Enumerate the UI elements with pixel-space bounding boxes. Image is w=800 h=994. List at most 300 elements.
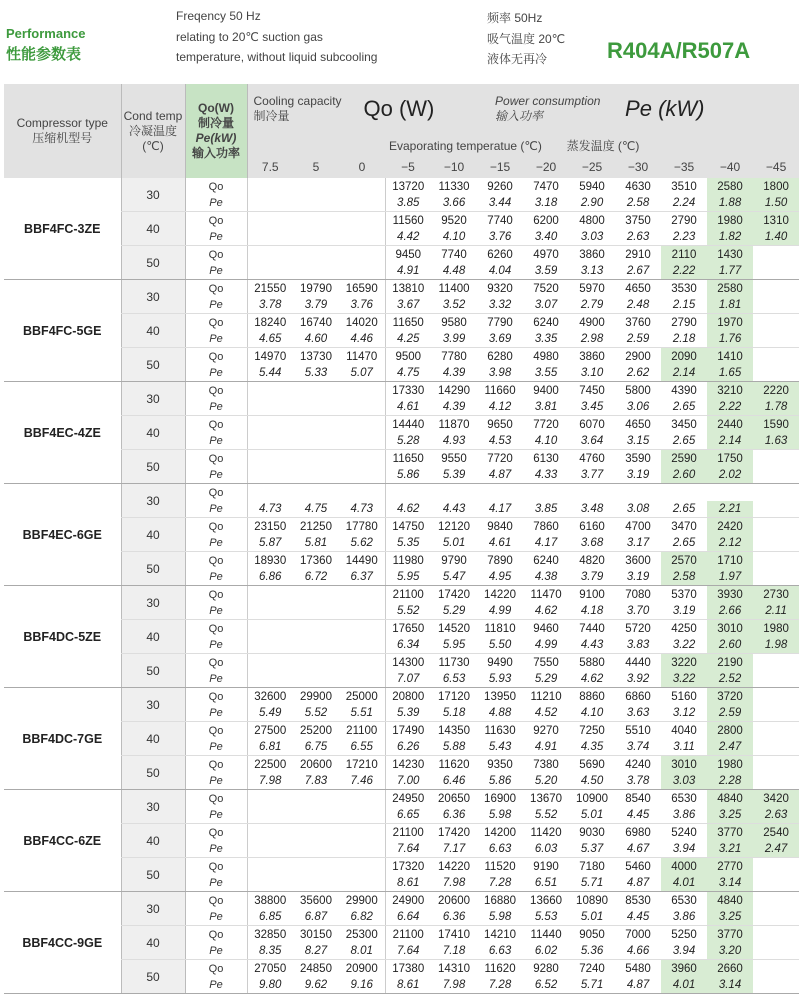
qo-value xyxy=(293,586,339,604)
qo-value: 7740 xyxy=(441,248,467,261)
pe-value: 2.15 xyxy=(661,297,707,314)
pe-value: 3.59 xyxy=(523,263,569,280)
pe-value: 2.24 xyxy=(661,195,707,212)
pe-value: 4.35 xyxy=(569,739,615,756)
pe-value: 7.46 xyxy=(339,773,385,790)
qo-value: 11660 xyxy=(484,384,516,397)
pe-value: 5.95 xyxy=(385,569,431,586)
condition-zh-3: 液体无再冷 xyxy=(487,52,548,66)
qo-value: 9460 xyxy=(533,622,559,635)
qo-value: 2790 xyxy=(671,214,697,227)
qo-value: 9320 xyxy=(487,282,513,295)
qo-value xyxy=(753,892,799,910)
qo-value: 6260 xyxy=(487,248,513,261)
qo-value: 3860 xyxy=(579,350,605,363)
qo-value: 9490 xyxy=(487,656,513,669)
qo-value: 7440 xyxy=(579,622,605,635)
qo-value: 1590 xyxy=(753,416,799,434)
pe-value: 1.88 xyxy=(707,195,753,212)
qo-row-label: Qo xyxy=(185,484,247,502)
qo-value: 6070 xyxy=(579,418,605,431)
qo-value: 3960 xyxy=(661,960,707,978)
evap-temp-1: 5 xyxy=(293,156,339,178)
qo-value: 5370 xyxy=(671,588,697,601)
pe-value: 4.87 xyxy=(615,875,661,892)
pe-value: 7.98 xyxy=(431,977,477,994)
pe-value: 4.45 xyxy=(615,807,661,824)
qo-value: 20600 xyxy=(438,894,471,907)
pe-value xyxy=(753,569,799,586)
qo-value xyxy=(247,654,293,672)
qo-value: 3770 xyxy=(707,824,753,842)
evap-temp-zh: 蒸发温度 (℃) xyxy=(566,138,640,153)
pe-value: 7.28 xyxy=(477,875,523,892)
pe-value xyxy=(753,501,799,518)
qo-value: 2590 xyxy=(661,450,707,468)
pe-value: 6.64 xyxy=(385,909,431,926)
pe-value: 2.65 xyxy=(661,399,707,416)
cond-temp-value: 40 xyxy=(121,722,185,756)
qo-value xyxy=(753,926,799,944)
qo-unit-big: Qo (W) xyxy=(363,96,435,121)
pe-value xyxy=(339,263,385,280)
pe-value: 7.64 xyxy=(385,943,431,960)
pe-value: 4.99 xyxy=(477,603,523,620)
qo-value: 7720 xyxy=(487,452,513,465)
qo-value: 20800 xyxy=(385,688,431,706)
qo-value xyxy=(753,348,799,366)
qo-value: 1410 xyxy=(707,348,753,366)
pe-value: 5.87 xyxy=(247,535,293,552)
qo-value xyxy=(247,382,293,400)
qo-row-label: Qo xyxy=(185,960,247,978)
qo-value: 17320 xyxy=(385,858,431,876)
cooling-capacity-zh: 制冷量 xyxy=(253,109,290,123)
pe-row-label: Pe xyxy=(185,331,247,348)
pe-value: 3.25 xyxy=(707,807,753,824)
qo-value: 14440 xyxy=(385,416,431,434)
pe-value xyxy=(753,365,799,382)
pe-value: 4.25 xyxy=(385,331,431,348)
qo-value: 4840 xyxy=(707,790,753,808)
qo-value: 2580 xyxy=(707,178,753,195)
pe-value: 3.21 xyxy=(707,841,753,858)
pe-row-label: Pe xyxy=(185,263,247,280)
qo-value: 29900 xyxy=(300,690,332,703)
pe-value: 2.65 xyxy=(661,433,707,450)
pe-value: 2.66 xyxy=(707,603,753,620)
pe-value: 2.23 xyxy=(661,229,707,246)
pe-row-label: Pe xyxy=(185,229,247,246)
condition-zh-1: 频率 50Hz xyxy=(487,11,543,25)
table-row xyxy=(4,518,799,536)
qo-value: 6280 xyxy=(487,350,513,363)
pe-value: 2.79 xyxy=(569,297,615,314)
qo-value: 13810 xyxy=(385,280,431,298)
pe-value xyxy=(753,671,799,688)
pe-value: 3.22 xyxy=(661,671,707,688)
power-consumption-header xyxy=(477,84,799,134)
qo-value: 20600 xyxy=(300,758,332,771)
qo-row-label: Qo xyxy=(185,212,247,230)
pe-value: 3.94 xyxy=(661,841,707,858)
pe-value xyxy=(339,875,385,892)
pe-value: 2.98 xyxy=(569,331,615,348)
qo-row-label: Qo xyxy=(185,314,247,332)
qo-value: 7080 xyxy=(625,588,651,601)
qo-value: 6530 xyxy=(671,894,697,907)
pe-value: 6.51 xyxy=(523,875,569,892)
qo-value: 10900 xyxy=(576,792,609,805)
qo-value xyxy=(247,790,293,808)
pe-value: 6.52 xyxy=(523,977,569,994)
qo-value: 5250 xyxy=(671,928,697,941)
qo-value xyxy=(753,280,799,298)
qo-value: 4650 xyxy=(625,282,651,295)
qo-zh-label: 制冷量 xyxy=(197,116,234,130)
qo-value xyxy=(339,484,385,502)
pe-row-label: Pe xyxy=(185,603,247,620)
qo-value: 21100 xyxy=(385,926,431,944)
pe-value: 2.22 xyxy=(707,399,753,416)
qo-row-label: Qo xyxy=(185,450,247,468)
qo-value: 9350 xyxy=(487,758,513,771)
condition-en-3: temperature, without liquid subcooling xyxy=(176,50,378,64)
cond-temp-value: 50 xyxy=(121,858,185,892)
qo-value: 23150 xyxy=(254,520,287,533)
qo-row-label: Qo xyxy=(185,756,247,774)
qo-value: 5800 xyxy=(625,384,651,397)
pe-value: 4.10 xyxy=(431,229,477,246)
qo-value: 13660 xyxy=(530,894,563,907)
qo-value xyxy=(293,178,339,195)
qo-value: 3930 xyxy=(707,586,753,604)
qo-value: 21100 xyxy=(385,586,431,604)
qo-value: 7180 xyxy=(579,860,605,873)
pe-value: 6.85 xyxy=(247,909,293,926)
qo-value: 7780 xyxy=(441,350,467,363)
pe-value: 5.93 xyxy=(477,671,523,688)
cond-temp-value: 30 xyxy=(121,688,185,722)
table-row xyxy=(4,620,799,638)
pe-value: 6.75 xyxy=(293,739,339,756)
cond-temp-value: 50 xyxy=(121,246,185,280)
qo-pe-header xyxy=(185,84,247,178)
qo-value: 7240 xyxy=(579,962,605,975)
pe-value: 5.95 xyxy=(431,637,477,654)
qo-value: 13670 xyxy=(530,792,563,805)
evap-temp-9: −35 xyxy=(661,156,707,178)
pe-value xyxy=(753,467,799,484)
pe-value: 5.36 xyxy=(569,943,615,960)
pe-value xyxy=(339,671,385,688)
qo-value xyxy=(339,858,385,876)
qo-value: 9270 xyxy=(533,724,559,737)
cond-temp-value: 30 xyxy=(121,586,185,620)
qo-row-label: Qo xyxy=(185,382,247,400)
pe-value: 1.78 xyxy=(753,399,799,416)
qo-value xyxy=(339,824,385,842)
qo-value: 1310 xyxy=(753,212,799,230)
pe-value: 4.43 xyxy=(431,501,477,518)
pe-value xyxy=(293,433,339,450)
qo-value: 6200 xyxy=(533,214,559,227)
pe-value: 4.42 xyxy=(385,229,431,246)
cond-temp-value: 40 xyxy=(121,926,185,960)
pe-value: 3.86 xyxy=(661,909,707,926)
pe-value: 6.63 xyxy=(477,943,523,960)
qo-row-label: Qo xyxy=(185,892,247,910)
pe-value: 4.62 xyxy=(569,671,615,688)
qo-value: 14210 xyxy=(484,928,517,941)
qo-value: 7550 xyxy=(533,656,559,669)
compressor-type-header xyxy=(4,84,121,178)
qo-value: 9840 xyxy=(487,520,513,533)
qo-row-label: Qo xyxy=(185,586,247,604)
pe-value: 4.60 xyxy=(293,331,339,348)
cond-temp-value: 30 xyxy=(121,484,185,518)
pe-value: 5.01 xyxy=(569,909,615,926)
pe-value: 3.03 xyxy=(569,229,615,246)
pe-value: 4.87 xyxy=(615,977,661,994)
pe-value xyxy=(753,297,799,314)
qo-value xyxy=(753,654,799,672)
pe-value: 3.76 xyxy=(477,229,523,246)
pe-value: 4.91 xyxy=(385,263,431,280)
qo-value: 13950 xyxy=(484,690,517,703)
pe-value xyxy=(293,603,339,620)
qo-value: 2660 xyxy=(707,960,753,978)
qo-value xyxy=(661,484,707,502)
qo-value: 2570 xyxy=(661,552,707,570)
cond-temp-value: 40 xyxy=(121,620,185,654)
pe-value: 3.12 xyxy=(661,705,707,722)
pe-value xyxy=(247,433,293,450)
pe-value: 5.43 xyxy=(477,739,523,756)
pe-value: 2.28 xyxy=(707,773,753,790)
pe-value: 4.01 xyxy=(661,875,707,892)
qo-row-label: Qo xyxy=(185,348,247,366)
qo-value xyxy=(569,484,615,502)
pe-value xyxy=(753,705,799,722)
compressor-type-zh: 压缩机型号 xyxy=(32,131,93,145)
page-header xyxy=(0,0,800,84)
pe-value: 5.50 xyxy=(477,637,523,654)
qo-value: 2090 xyxy=(661,348,707,366)
qo-value: 2580 xyxy=(707,280,753,298)
qo-value xyxy=(247,824,293,842)
qo-value: 3010 xyxy=(707,620,753,638)
pe-value: 3.32 xyxy=(477,297,523,314)
qo-value xyxy=(247,246,293,264)
qo-value xyxy=(339,382,385,400)
qo-value: 4840 xyxy=(707,892,753,910)
pe-value: 3.70 xyxy=(615,603,661,620)
qo-value xyxy=(753,688,799,706)
qo-value: 24900 xyxy=(385,892,431,910)
pe-value: 3.19 xyxy=(615,569,661,586)
qo-value: 9260 xyxy=(487,180,513,193)
pe-value: 3.10 xyxy=(569,365,615,382)
qo-row-label: Qo xyxy=(185,654,247,672)
qo-value xyxy=(293,246,339,264)
qo-value: 11650 xyxy=(385,314,431,332)
cooling-capacity-header xyxy=(247,84,477,134)
qo-value: 6130 xyxy=(533,452,559,465)
qo-value: 11520 xyxy=(484,860,516,873)
table-row xyxy=(4,552,799,570)
pe-value: 2.58 xyxy=(615,195,661,212)
qo-value: 13730 xyxy=(300,350,332,363)
qo-value: 17650 xyxy=(385,620,431,638)
pe-value xyxy=(339,637,385,654)
pe-value: 3.19 xyxy=(615,467,661,484)
qo-value: 5880 xyxy=(579,656,605,669)
pe-value: 1.65 xyxy=(707,365,753,382)
pe-value: 2.14 xyxy=(707,433,753,450)
pe-value: 9.80 xyxy=(247,977,293,994)
qo-value: 14970 xyxy=(254,350,287,363)
qo-value: 32600 xyxy=(254,690,287,703)
table-row xyxy=(4,314,799,332)
pe-value: 5.71 xyxy=(569,875,615,892)
qo-value: 14350 xyxy=(438,724,471,737)
pe-value: 4.66 xyxy=(615,943,661,960)
qo-value: 14490 xyxy=(345,554,378,567)
pe-value: 4.04 xyxy=(477,263,523,280)
pe-value: 5.37 xyxy=(569,841,615,858)
pe-value: 3.55 xyxy=(523,365,569,382)
pe-value: 3.63 xyxy=(615,705,661,722)
pe-value: 5.33 xyxy=(293,365,339,382)
qo-value: 11420 xyxy=(530,826,562,839)
pe-value: 2.65 xyxy=(661,501,707,518)
qo-value: 11620 xyxy=(484,962,516,975)
pe-value: 4.67 xyxy=(615,841,661,858)
qo-value: 9450 xyxy=(385,246,431,264)
pe-value: 5.29 xyxy=(431,603,477,620)
qo-value: 9050 xyxy=(579,928,605,941)
pe-value: 3.13 xyxy=(569,263,615,280)
pe-value: 5.52 xyxy=(523,807,569,824)
pe-value: 2.22 xyxy=(661,263,707,280)
qo-value: 2220 xyxy=(753,382,799,400)
pe-value: 4.38 xyxy=(523,569,569,586)
evap-temp-2: 0 xyxy=(339,156,385,178)
pe-value: 5.49 xyxy=(247,705,293,722)
qo-value: 10890 xyxy=(576,894,609,907)
qo-value: 4820 xyxy=(579,554,605,567)
pe-value: 3.78 xyxy=(247,297,293,314)
qo-value: 2730 xyxy=(753,586,799,604)
pe-value: 3.98 xyxy=(477,365,523,382)
qo-value: 5970 xyxy=(579,282,605,295)
pe-value: 5.44 xyxy=(247,365,293,382)
pe-value: 1.40 xyxy=(753,229,799,246)
performance-title-en: Performance xyxy=(6,26,86,41)
qo-value: 2540 xyxy=(753,824,799,842)
pe-value: 4.53 xyxy=(477,433,523,450)
pe-value: 5.20 xyxy=(523,773,569,790)
pe-value xyxy=(293,671,339,688)
qo-value: 2190 xyxy=(707,654,753,672)
cond-temp-value: 50 xyxy=(121,450,185,484)
table-row xyxy=(4,416,799,434)
pe-value: 5.47 xyxy=(431,569,477,586)
evap-temp-7: −25 xyxy=(569,156,615,178)
pe-value: 5.39 xyxy=(385,705,431,722)
pe-value: 5.52 xyxy=(293,705,339,722)
pe-value: 7.64 xyxy=(385,841,431,858)
pe-value: 6.02 xyxy=(523,943,569,960)
cond-temp-value: 50 xyxy=(121,756,185,790)
pe-value xyxy=(247,637,293,654)
cond-temp-value: 40 xyxy=(121,314,185,348)
qo-value: 4440 xyxy=(625,656,651,669)
condition-zh-2: 吸气温度 20℃ xyxy=(487,32,566,46)
qo-value: 22500 xyxy=(254,758,287,771)
pe-value xyxy=(247,875,293,892)
pe-value: 4.18 xyxy=(569,603,615,620)
qo-value xyxy=(293,654,339,672)
pe-value: 4.17 xyxy=(523,535,569,552)
pe-row-label: Pe xyxy=(185,943,247,960)
qo-value xyxy=(293,858,339,876)
pe-value: 4.75 xyxy=(293,501,339,518)
evap-temp-4: −10 xyxy=(431,156,477,178)
pe-value: 7.98 xyxy=(247,773,293,790)
qo-value xyxy=(293,620,339,638)
pe-value xyxy=(247,195,293,212)
power-consumption-zh: 输入功率 xyxy=(495,109,544,123)
pe-value: 3.22 xyxy=(661,637,707,654)
qo-value xyxy=(339,586,385,604)
compressor-model: BBF4DC-5ZE xyxy=(4,586,121,688)
qo-value xyxy=(339,212,385,230)
pe-value: 5.62 xyxy=(339,535,385,552)
qo-value: 4250 xyxy=(671,622,697,635)
qo-row-label: Qo xyxy=(185,790,247,808)
qo-value xyxy=(247,858,293,876)
table-row xyxy=(4,858,799,876)
pe-value: 6.65 xyxy=(385,807,431,824)
qo-value: 17330 xyxy=(385,382,431,400)
pe-value: 4.33 xyxy=(523,467,569,484)
pe-value: 1.98 xyxy=(753,637,799,654)
table-row xyxy=(4,688,799,706)
pe-value xyxy=(753,875,799,892)
table-row xyxy=(4,790,799,808)
pe-value: 8.01 xyxy=(339,943,385,960)
qo-row-label: Qo xyxy=(185,518,247,536)
pe-value: 4.91 xyxy=(523,739,569,756)
table-row xyxy=(4,212,799,230)
pe-value: 3.14 xyxy=(707,875,753,892)
qo-value: 9030 xyxy=(579,826,605,839)
qo-value xyxy=(753,246,799,264)
qo-value: 7000 xyxy=(625,928,651,941)
qo-value: 2790 xyxy=(671,316,697,329)
qo-value: 11650 xyxy=(385,450,431,468)
pe-value: 3.79 xyxy=(569,569,615,586)
qo-value: 21550 xyxy=(254,282,287,295)
qo-value: 2110 xyxy=(661,246,707,264)
cond-temp-en: Cond temp xyxy=(123,108,183,123)
pe-value: 4.12 xyxy=(477,399,523,416)
pe-value: 2.60 xyxy=(661,467,707,484)
pe-value: 3.06 xyxy=(615,399,661,416)
qo-value: 14290 xyxy=(438,384,471,397)
